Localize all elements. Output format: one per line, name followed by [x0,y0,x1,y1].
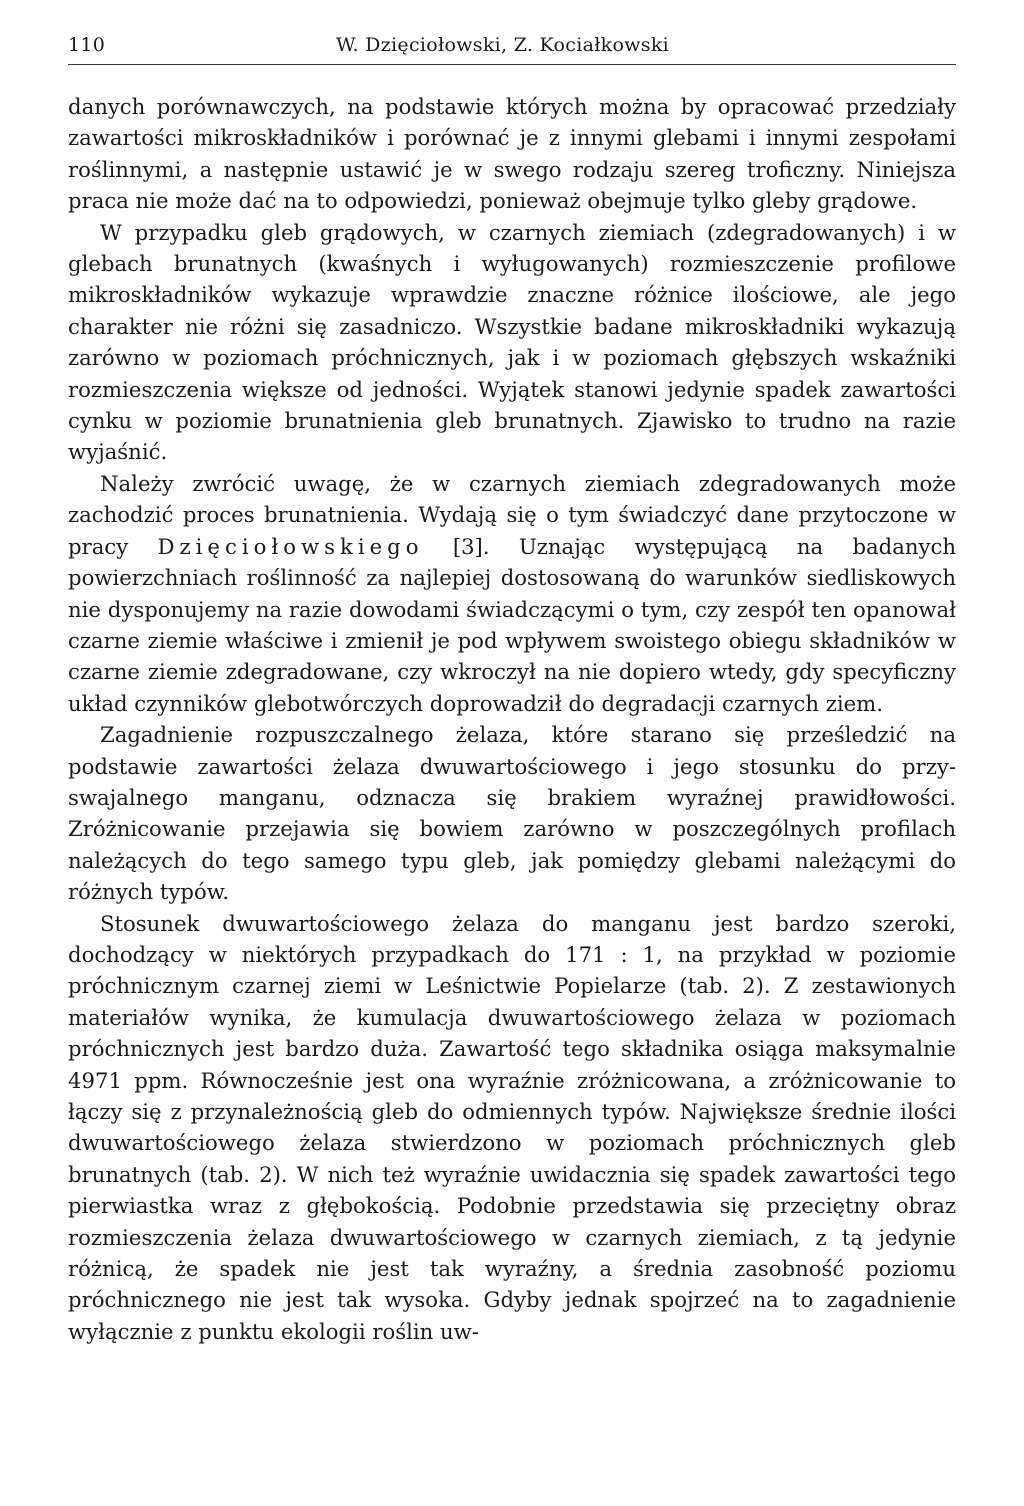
document-page [68,28,956,1347]
paragraph-5: Stosunek dwuwartościowego żelaza do manganu jest bardzo szeroki, dochodzący w niektórych przypadkach do 171 : 1, na przykład w poziomie próchnicznym czarnej ziemi w Leśnictwie Popielarze (tab. 2). Z zestawionych materiałów wynika, że kumulacja dwuwartościowego żelaza w poziomach próchnicznych jest bardzo duża. Zawartość tego składnika osiąga maksymalnie 4971 ppm. Równocześnie jest ona wyraźnie zróżnicowana, a zróżnicowanie to łączy się z przynależnością gleb do odmiennych typów. Największe średnie ilości dwuwartościowego żelaza stwierdzono w poziomach próchnicznych gleb brunatnych (tab. 2). W nich też wyraźnie uwidacznia się spadek zawartości tego pierwiastka wraz z głębokością. Podobnie przedstawia się przeciętny obraz rozmieszczenia żelaza dwuwartościowego w czarnych ziemiach, z tą jedynie różnicą, że spadek nie jest tak wyraźny, a średnia zasobność poziomu próchnicznego nie jest tak wysoka. Gdyby jednak spojrzeć na to zagadnienie wyłącznie z punktu ekologii roślin uw- [68,910,956,1344]
page-header [68,28,956,64]
paragraph-4: Zagadnienie rozpuszczalnego żelaza, które starano się prześledzić na podstawie zawartości żelaza dwuwartościowego i jego stosunku do przyswajalnego manganu, odznacza się brakiem wyraźnej prawidłowości. Zróżnicowanie przejawia się bowiem zarówno w poszczególnych profilach należących do tego samego typu gleb, jak pomiędzy glebami należącymi do różnych typów. [68,722,956,905]
running-head: W. Dzięciołowski, Z. Kociałkowski [336,34,670,56]
paragraph-2: W przypadku gleb grądowych, w czarnych ziemiach (zdegradowanych) i w glebach brunatnych (kwaśnych i wyługowanych) rozmieszczenie profilowe mikroskładników wykazuje wprawdzie znaczne różnice ilościowe, ale jego charakter nie różni się zasadniczo. Wszystkie badane mikroskładniki wykazują zarówno w poziomach próchnicznych, jak i w poziomach głębszych wskaźniki rozmieszczenia większe od jedności. Wyjątek stanowi jedynie spadek zawartości cynku w poziomie brunatnienia gleb brunatnych. Zjawisko to trudno na razie wyjaśnić. [68,219,956,465]
body-text [68,91,956,1347]
paragraph-3-before: Należy zwrócić uwagę, że w czarnych ziemiach zdegradowanych może zachodzić proces brunatnienia. Wydają się o tym świadczyć dane przytoczone w pracy [68,470,956,559]
header-rule [68,64,956,65]
page-number: 110 [68,34,106,56]
paragraph-3-after: [3]. Uznając występującą na badanych powierzchniach roślinność za najlepiej dostosowaną do warunków siedliskowych nie dysponujemy na razie dowodami świadczącymi o tym, czy zespół ten opanował czarne ziemie właściwe i zmienił je pod wpływem swoistego obiegu składników w czarne ziemie zdegradowane, czy wkroczył na nie dopiero wtedy, gdy specyficzny układ czynników glebotwórczych doprowadził do degradacji czarnych ziem. [68,533,956,716]
paragraph-3 [68,468,956,719]
spaced-author-name: Dzięciołowskiego [157,533,424,559]
paragraph-1: danych porównawczych, na podstawie których można by opracować przedziały zawartości mikroskładników i porównać je z innymi glebami i innymi zespołami roślinnymi, a następnie ustawić je w swego rodzaju szereg troficzny. Niniejsza praca nie może dać na to odpowiedzi, ponieważ obejmuje tylko gleby grądowe. [68,94,956,214]
